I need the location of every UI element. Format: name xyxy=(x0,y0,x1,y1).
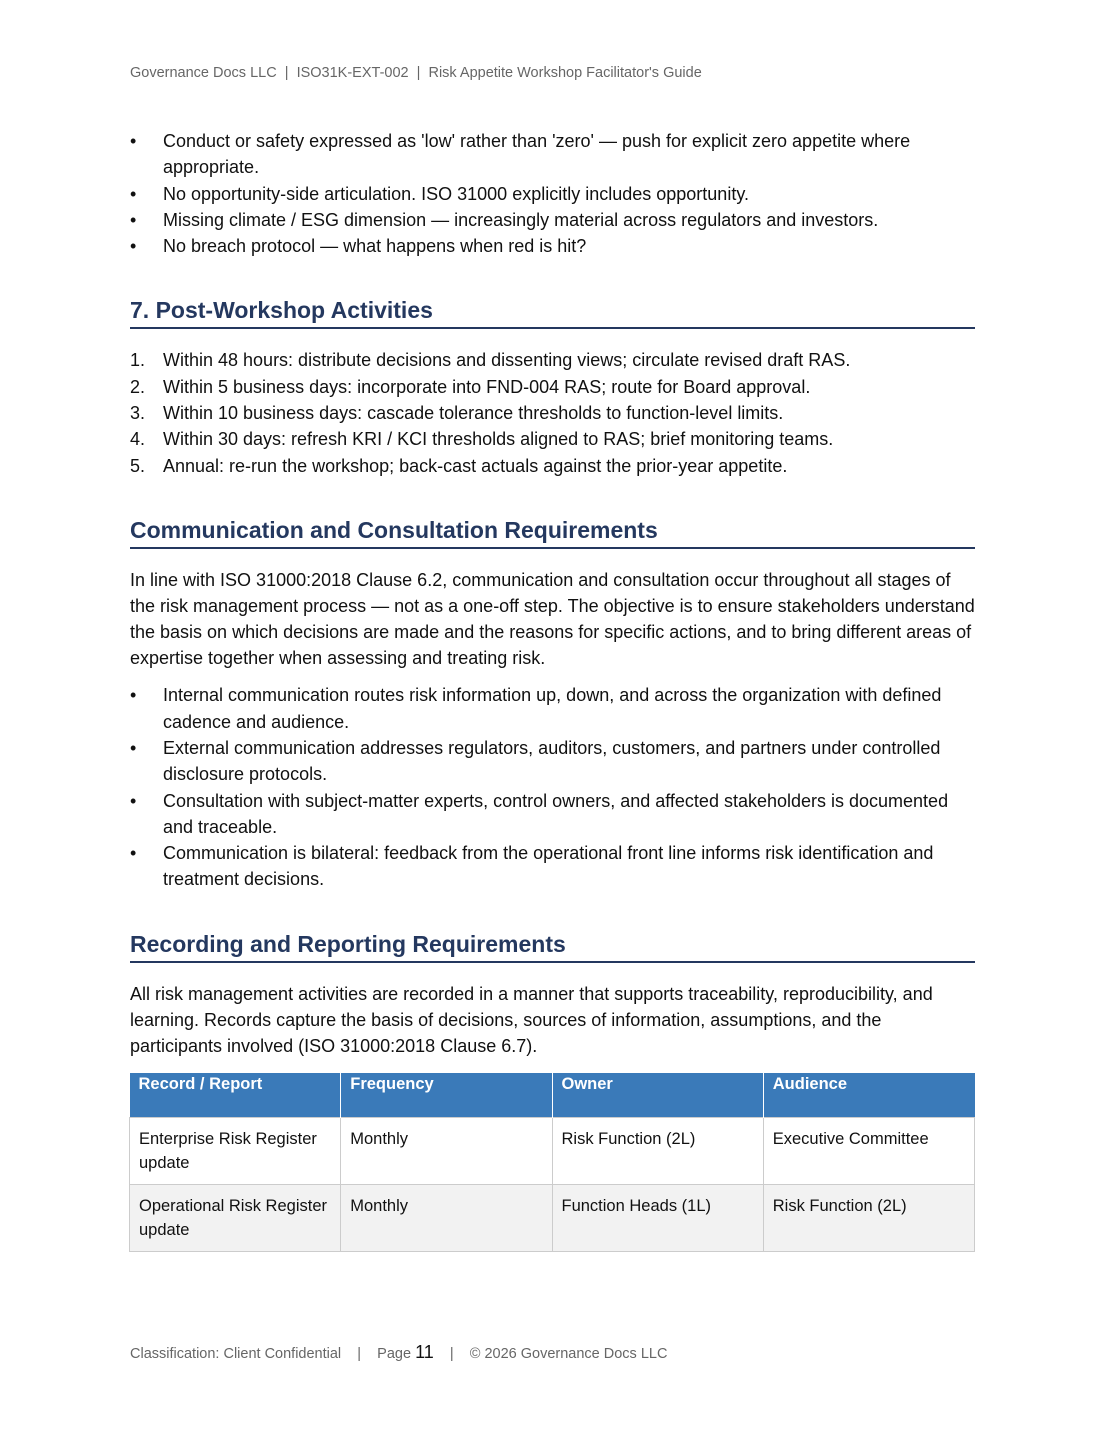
table-cell: Risk Function (2L) xyxy=(552,1118,763,1185)
page-footer: Classification: Client Confidential | Page 11 | © 2026 Governance Docs LLC xyxy=(130,1342,668,1362)
table-cell: Enterprise Risk Register update xyxy=(130,1118,341,1185)
list-item: • Internal communication routes risk information up, down, and across the organization with defined cadence and audience. xyxy=(130,682,975,735)
review-issues-list xyxy=(130,128,975,259)
copyright: © 2026 Governance Docs LLC xyxy=(469,1346,668,1362)
page-number: 11 xyxy=(415,1342,434,1362)
column-header: Frequency xyxy=(341,1073,552,1118)
list-item: Within 48 hours: distribute decisions and dissenting views; circulate revised draft RAS. xyxy=(163,350,851,371)
table-row xyxy=(130,1185,975,1252)
recording-paragraph: All risk management activities are recorded in a manner that supports traceability, reproducibility, and learning. Records capture the basis of decisions, sources of information, assumptions, and the participants involved (ISO 31000:2018 Clause 6.7). xyxy=(130,983,933,1056)
list-item: • Consultation with subject-matter experts, control owners, and affected stakeholders is documented and traceable. xyxy=(130,788,975,841)
table-cell: Risk Function (2L) xyxy=(763,1185,974,1252)
list-item: • No opportunity-side articulation. ISO 31000 explicitly includes opportunity. xyxy=(130,181,975,207)
column-header: Record / Report xyxy=(130,1073,341,1118)
section-heading-communication: Communication and Consultation Requirements xyxy=(130,516,975,549)
list-item: • Communication is bilateral: feedback from the operational front line informs risk identification and treatment decisions. xyxy=(130,840,975,893)
page-header: Governance Docs LLC | ISO31K-EXT-002 | Risk Appetite Workshop Facilitator's Guide xyxy=(130,65,702,81)
section-heading-recording: Recording and Reporting Requirements xyxy=(130,930,975,963)
communication-list xyxy=(130,682,975,892)
records-table xyxy=(129,1073,975,1252)
list-item: Within 30 days: refresh KRI / KCI thresholds aligned to RAS; brief monitoring teams. xyxy=(163,429,834,450)
post-workshop-steps-list xyxy=(130,347,975,478)
list-item: • Conduct or safety expressed as 'low' rather than 'zero' — push for explicit zero appetite where appropriate. xyxy=(130,128,975,181)
list-item: Annual: re-run the workshop; back-cast actuals against the prior-year appetite. xyxy=(163,455,788,476)
page-content xyxy=(130,128,975,1252)
classification-label: Classification: Client Confidential xyxy=(130,1346,342,1362)
list-item: • External communication addresses regulators, auditors, customers, and partners under controlled disclosure protocols. xyxy=(130,735,975,788)
table-cell: Executive Committee xyxy=(763,1118,974,1185)
list-item: Within 5 business days: incorporate into FND-004 RAS; route for Board approval. xyxy=(163,376,811,397)
table-cell: Monthly xyxy=(341,1118,552,1185)
table-cell: Operational Risk Register update xyxy=(130,1185,341,1252)
column-header: Audience xyxy=(763,1073,974,1118)
section-heading-post-workshop: 7. Post-Workshop Activities xyxy=(130,296,975,329)
communication-paragraph: In line with ISO 31000:2018 Clause 6.2, communication and consultation occur throughout all stages of the risk management process — not as a one-off step. The objective is to ensure stakeholders understand the basis on which decisions are made and the reasons for specific actions, and to bring different areas of expertise together when assessing and treating risk. xyxy=(130,569,975,669)
table-header-row xyxy=(130,1073,975,1118)
column-header: Owner xyxy=(552,1073,763,1118)
table-cell: Monthly xyxy=(341,1185,552,1252)
table-cell: Function Heads (1L) xyxy=(552,1185,763,1252)
list-item: Within 10 business days: cascade tolerance thresholds to function-level limits. xyxy=(163,403,784,424)
list-item: • Missing climate / ESG dimension — increasingly material across regulators and investors. xyxy=(130,207,975,233)
table-row xyxy=(130,1118,975,1185)
page-label: Page xyxy=(377,1346,412,1362)
list-item: • No breach protocol — what happens when red is hit? xyxy=(130,233,975,259)
